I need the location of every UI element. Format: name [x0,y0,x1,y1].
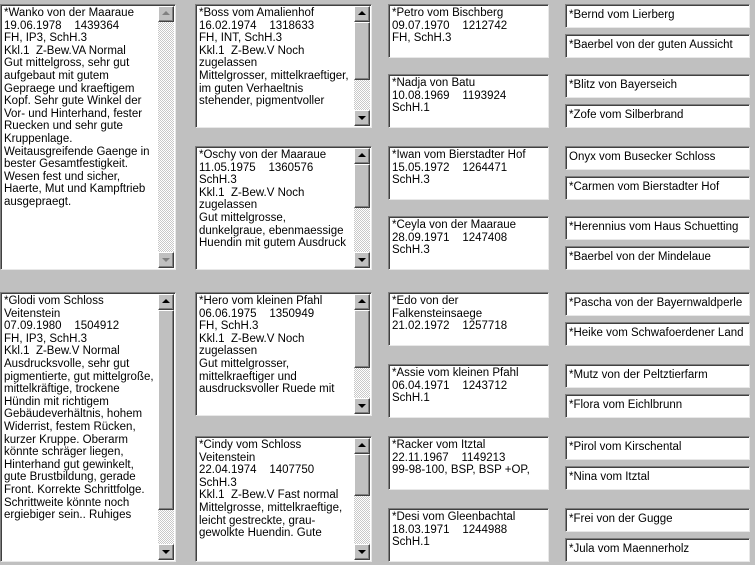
pedigree-ancestor-field-3[interactable] [565,74,750,98]
ancestor-name: Onyx vom Busecker Schloss [569,151,716,163]
pedigree-text: *Edo von der Falkensteinsaege 21.02.1972 1257718 [392,295,508,333]
pedigree-text: *Iwan vom Bierstadter Hof 15.05.1972 1264471 SchH.3 [392,149,526,187]
pedigree-text: *Oschy von der Maaraue 11.05.1975 1360576 SchH.3 Kkl.1 Z-Bew.V Noch zugelassen Gut mittelgrosse, dunkelgraue, ebenmaessige Huendin mit gutem Ausdruck [199,149,347,250]
pedigree-grandparent-box-3[interactable] [195,292,372,416]
scroll-down-arrow-icon[interactable] [354,544,370,560]
pedigree-ancestor-field-6[interactable] [565,176,750,200]
scroll-thumb[interactable] [354,310,370,368]
pedigree-ancestor-field-5[interactable] [565,146,750,170]
ancestor-name: *Blitz von Bayerseich [569,79,678,91]
pedigree-ancestor-field-2[interactable] [565,34,750,58]
ancestor-name: *Nina vom Itztal [569,471,650,483]
pedigree-ancestor-field-11[interactable] [565,364,750,388]
pedigree-ancestor-field-4[interactable] [565,104,750,128]
scroll-down-arrow-icon[interactable] [158,544,174,560]
pedigree-text: *Desi vom Gleenbachtal 18.03.1971 1244988 SchH.1 [392,511,516,549]
scroll-down-arrow-icon[interactable] [354,398,370,414]
pedigree-text: *Boss vom Amalienhof 16.02.1974 1318633 FH, INT, SchH.3 Kkl.1 Z-Bew.V Noch zugelassen Mittelgrosser, mittelkraeftiger, im guten Verhaeltnis stehender, pigmentvoller [199,7,349,108]
vertical-scrollbar[interactable] [354,294,370,414]
pedigree-great-grandparent-box-6[interactable] [388,364,549,418]
pedigree-ancestor-field-9[interactable] [565,292,750,316]
scroll-down-arrow-icon[interactable] [354,252,370,268]
pedigree-grandparent-box-2[interactable] [195,146,372,270]
vertical-scrollbar[interactable] [354,6,370,126]
pedigree-great-grandparent-box-8[interactable] [388,508,549,562]
ancestor-name: *Frei von der Gugge [569,513,673,525]
pedigree-grandparent-box-4[interactable] [195,436,372,562]
pedigree-ancestor-field-1[interactable] [565,4,750,28]
ancestor-name: *Pascha von der Bayernwaldperle [569,297,743,309]
pedigree-great-grandparent-box-4[interactable] [388,216,549,270]
pedigree-ancestor-field-8[interactable] [565,246,750,270]
pedigree-ancestor-field-13[interactable] [565,436,750,460]
pedigree-text: *Petro vom Bischberg 09.07.1970 1212742 FH, SchH.3 [392,7,508,45]
pedigree-parent-box-2[interactable] [0,292,176,562]
pedigree-ancestor-field-15[interactable] [565,508,750,532]
scroll-up-arrow-icon[interactable] [158,6,174,22]
ancestor-name: *Zofe vom Silberbrand [569,109,684,121]
pedigree-text: *Assie vom kleinen Pfahl 06.04.1971 1243712 SchH.1 [392,367,519,405]
ancestor-name: *Flora vom Eichlbrunn [569,399,683,411]
scroll-thumb[interactable] [354,454,370,496]
ancestor-name: *Baerbel von der Mindelaue [569,251,711,263]
scroll-thumb[interactable] [158,310,174,510]
pedigree-great-grandparent-box-2[interactable] [388,74,549,128]
pedigree-great-grandparent-box-7[interactable] [388,436,549,490]
ancestor-name: *Pirol vom Kirschental [569,441,682,453]
pedigree-great-grandparent-box-3[interactable] [388,146,549,200]
scroll-up-arrow-icon[interactable] [354,294,370,310]
scroll-down-arrow-icon[interactable] [354,110,370,126]
vertical-scrollbar[interactable] [158,294,174,560]
ancestor-name: *Bernd vom Lierberg [569,9,675,21]
pedigree-ancestor-field-16[interactable] [565,538,750,562]
scroll-down-arrow-icon[interactable] [158,252,174,268]
pedigree-text: *Racker vom Itztal 22.11.1967 1149213 99-98-100, BSP, BSP +OP, [392,439,530,477]
pedigree-text: *Ceyla von der Maaraue 28.09.1971 1247408 SchH.3 [392,219,517,257]
ancestor-name: *Carmen vom Bierstadter Hof [569,181,720,193]
pedigree-ancestor-field-10[interactable] [565,322,750,346]
pedigree-text: *Wanko von der Maaraue 19.06.1978 1439364 FH, IP3, SchH.3 Kkl.1 Z-Bew.VA Normal Gut mittelgross, sehr gut aufgebaut mit gutem Gepraege und kraeftigem Kopf. Sehr gute Winkel der Vor- und Hinterhand, fester Ruecken und sehr gute Kruppenlage. Weitausgreifende Gaenge in bester Gesamtfestigkeit. Wesen fest und sicher, Haerte, Mut und Kampftrieb ausgepraegt. [4,7,150,208]
ancestor-name: *Mutz von der Peltztierfarm [569,369,708,381]
pedigree-ancestor-field-14[interactable] [565,466,750,490]
vertical-scrollbar[interactable] [158,6,174,268]
scroll-thumb[interactable] [354,164,370,208]
ancestor-name: *Herennius vom Haus Schuetting [569,221,739,233]
ancestor-name: *Heike vom Schwafoerdener Land [569,327,744,339]
pedigree-text: *Cindy vom Schloss Veitenstein 22.04.1974 1407750 SchH.3 Kkl.1 Z-Bew.V Fast normal Mittelgrosse, mittelkraeftige, leicht gestreckte, grau- gewolkte Huendin. Gute [199,439,343,540]
pedigree-grandparent-box-1[interactable] [195,4,372,128]
pedigree-ancestor-field-7[interactable] [565,216,750,240]
pedigree-great-grandparent-box-5[interactable] [388,292,549,346]
pedigree-text: *Glodi vom Schloss Veitenstein 07.09.1980 1504912 FH, IP3, SchH.3 Kkl.1 Z-Bew.V Normal Ausdrucksvolle, sehr gut pigmentierte, gut mittelgroße, mittelkräftige, trockene Hündin mit richtigem Gebäudeverhältnis, hohem Widerrist, festem Rücken, kurzer Kruppe. Oberarm könnte schräger liegen, Hinterhand gut gewinkelt, gute Brustbildung, gerade Front. Korrekte Schrittfolge. Schrittweite könnte noch ergiebiger sein.. Ruhiges [4,295,154,522]
pedigree-text: *Nadja von Batu 10.08.1969 1193924 SchH.1 [392,77,507,115]
scroll-up-arrow-icon[interactable] [158,294,174,310]
ancestor-name: *Baerbel von der guten Aussicht [569,39,733,51]
pedigree-ancestor-field-12[interactable] [565,394,750,418]
ancestor-name: *Jula vom Maennerholz [569,543,690,555]
vertical-scrollbar[interactable] [354,438,370,560]
scroll-up-arrow-icon[interactable] [354,438,370,454]
scroll-up-arrow-icon[interactable] [354,6,370,22]
scroll-thumb[interactable] [354,22,370,80]
pedigree-text: *Hero vom kleinen Pfahl 06.06.1975 1350949 FH, SchH.3 Kkl.1 Z-Bew.V Noch zugelassen Gut mittelgrosser, mittelkraeftiger und ausdrucksvoller Ruede mit [199,295,335,396]
scroll-up-arrow-icon[interactable] [354,148,370,164]
pedigree-parent-box-1[interactable] [0,4,176,270]
pedigree-great-grandparent-box-1[interactable] [388,4,549,58]
vertical-scrollbar[interactable] [354,148,370,268]
